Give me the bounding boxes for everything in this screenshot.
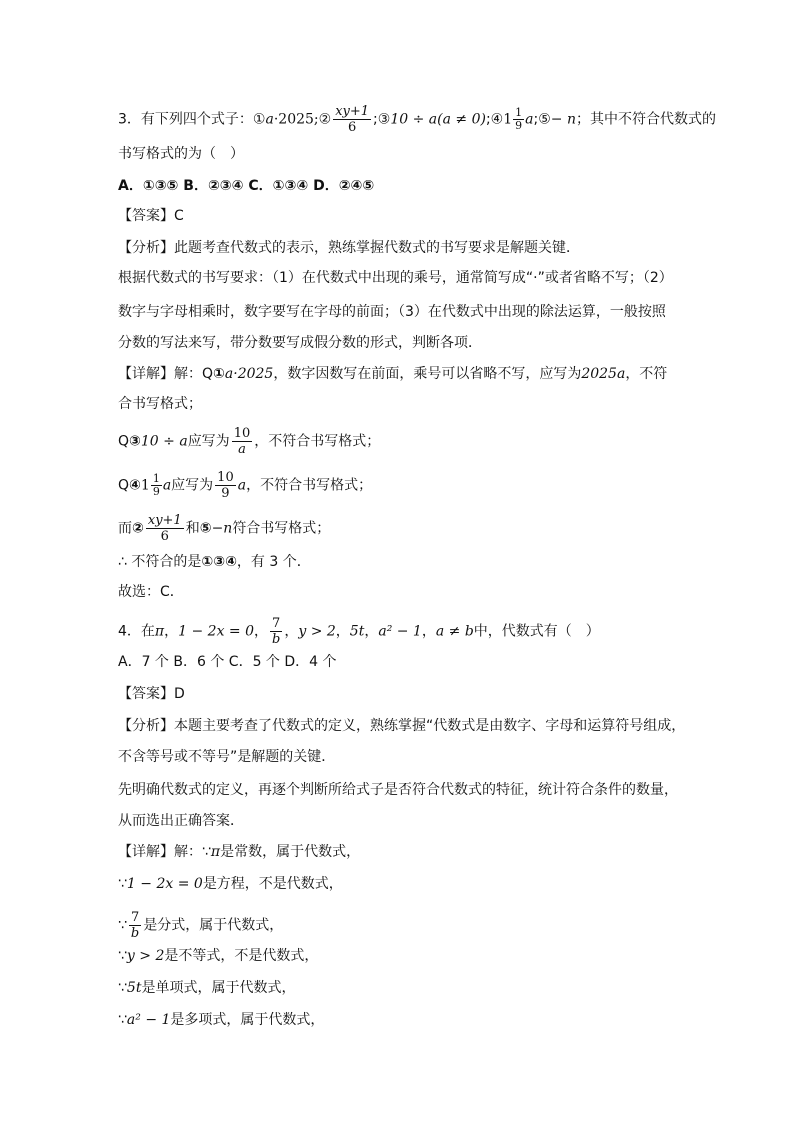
q4-detail-l1-b: 是常数，属于代数式， xyxy=(220,844,361,860)
q3-options: A．①③⑤ B．②③④ C．①③④ D．②④⑤ xyxy=(118,178,375,194)
q4-detail-line6 xyxy=(118,1010,324,1030)
q4-detail-l3-denominator: b xyxy=(130,926,140,941)
q3-item5-expr: − n xyxy=(550,111,576,128)
q3-detail-l4-var: a xyxy=(162,477,172,494)
q4-detail-l2-b: 是方程，不是代数式， xyxy=(202,876,343,892)
q4-detail-l2-expr: 1 − 2x = 0 xyxy=(126,876,203,892)
q3-detail-l1-c: ，不符 xyxy=(625,366,668,382)
q3-analysis-line3: 数字与字母相乘时，数字要写在字母的前面；（3）在代数式中出现的除法运算，一般按照 xyxy=(118,304,666,320)
q4-detail-line3 xyxy=(118,910,283,941)
q3-detail-l3-q: Q xyxy=(118,433,130,450)
q3-detail-l5-index: ② xyxy=(132,520,144,537)
q3-item2-fraction xyxy=(333,104,371,135)
q3-item3-index: ③ xyxy=(377,111,391,128)
q3-detail-l5-end: 符合书写格式； xyxy=(232,520,331,537)
q4-analysis-line4: 从而选出正确答案． xyxy=(118,813,244,829)
q3-analysis-line1 xyxy=(118,238,580,258)
q3-detail-l4-fnum: 10 xyxy=(217,470,234,485)
q3-detail-line1 xyxy=(118,364,667,384)
q3-detail-l3-numerator: 10 xyxy=(233,426,251,441)
q4-detail-l4-expr: y > 2 xyxy=(126,948,165,964)
q4-detail-l5-expr: 5t xyxy=(126,980,142,996)
q4-eq1: 1 − 2x = 0 xyxy=(178,623,255,640)
q3-item4-numerator: 1 xyxy=(515,106,523,119)
q4-detail-line4 xyxy=(118,946,318,966)
q4-c3: ， xyxy=(284,623,299,640)
q3-detail-l4-whole: 1 xyxy=(140,477,150,494)
q4-fraction-numerator: 7 xyxy=(270,616,282,632)
q4-detail-l2-a: ∵ xyxy=(118,876,127,892)
q3-detail-l6-c: ，有 3 个． xyxy=(236,554,311,570)
q3-detail-l3-fraction xyxy=(232,426,253,457)
q3-analysis-line4: 分数的写法来写，带分数要写成假分数的形式，判断各项． xyxy=(118,335,482,351)
q4-detail-line5 xyxy=(118,978,295,998)
q3-answer-label: 【答案】 xyxy=(118,208,174,224)
q3-detail-l4-denominator: 9 xyxy=(152,485,160,498)
q4-c6: ， xyxy=(421,623,436,640)
q4-options: A．7 个 B．6 个 C．5 个 D．4 个 xyxy=(118,654,337,670)
q4-stem xyxy=(118,616,600,647)
q3-item5-index: ⑤ xyxy=(538,111,551,128)
q4-detail-l5-b: 是单项式，属于代数式， xyxy=(141,980,296,996)
q3-analysis-label: 【分析】 xyxy=(118,240,174,256)
q4-c2: ， xyxy=(254,623,269,640)
q3-number: 3． xyxy=(118,111,141,128)
q3-item2-denominator: 6 xyxy=(347,120,357,135)
q3-detail-l4-numerator: 1 xyxy=(152,472,160,485)
q4-detail-l5-a: ∵ xyxy=(118,980,127,996)
q3-item3-condition: (a ≠ 0) xyxy=(437,111,486,128)
q3-sep3: ; xyxy=(485,111,491,128)
q3-analysis-line2: 根据代数式的书写要求：（1）在代数式中出现的乘号，通常简写成“·”或者省略不写；（2） xyxy=(118,270,673,286)
q3-detail-l6-b: ①③④ xyxy=(201,554,237,570)
q3-detail-l3-index: ③ xyxy=(129,433,141,450)
q3-detail-l4-improper-fraction xyxy=(215,470,236,501)
q3-detail-l3-mid: 应写为 xyxy=(187,433,230,450)
q4-detail-l3-numerator: 7 xyxy=(129,910,141,926)
q3-detail-line7: 故选：C． xyxy=(118,584,184,600)
q4-detail-l4-b: 是不等式，不是代数式， xyxy=(164,948,319,964)
q4-not-equal: a ≠ b xyxy=(435,623,474,640)
q3-item2-numerator: xy+1 xyxy=(335,104,370,119)
q3-item4-denominator: 9 xyxy=(515,119,523,132)
q3-item1-index: ① xyxy=(252,111,266,128)
q4-answer-label: 【答案】 xyxy=(118,686,174,702)
q3-item4-var: a xyxy=(525,111,534,128)
q3-detail-l5-expr: −n xyxy=(211,520,233,537)
q4-analysis-line3: 先明确代数式的定义，再逐个判断所给式子是否符合代数式的特征，统计符合条件的数量， xyxy=(118,782,678,798)
q4-detail-l6-expr: a² − 1 xyxy=(126,1012,171,1028)
q3-detail-l5-a: 而 xyxy=(118,520,132,537)
q4-c4: ， xyxy=(335,623,350,640)
q3-detail-l5-and: 和 xyxy=(185,520,200,537)
q3-detail-l1-b: ，数字因数写在前面，乘号可以省略不写，应写为 xyxy=(273,366,582,382)
q4-detail-label: 【详解】 xyxy=(118,844,174,860)
q4-analysis-label: 【分析】 xyxy=(118,718,174,734)
q3-item4-index: ④ xyxy=(490,111,504,128)
q3-detail-l5-numerator: xy+1 xyxy=(147,513,182,528)
q3-item3-expr: 10 ÷ a xyxy=(390,111,438,128)
q4-detail-l6-b: 是多项式，属于代数式， xyxy=(170,1012,325,1028)
q4-detail-l6-a: ∵ xyxy=(118,1012,127,1028)
q4-detail-line1 xyxy=(118,842,360,862)
q3-analysis-text1: 此题考查代数式的表示，熟练掌握代数式的书写要求是解题关键． xyxy=(174,240,580,256)
q4-detail-l1-pi: π xyxy=(210,844,221,860)
q4-c1: ， xyxy=(164,623,179,640)
q4-detail-l3-fraction xyxy=(129,910,141,941)
q3-answer xyxy=(118,206,184,226)
q3-detail-l1-expr2: 2025a xyxy=(581,366,626,382)
q3-sep2: ; xyxy=(373,111,378,128)
q4-analysis-text1: 本题主要考查了代数式的定义，熟练掌握“代数式是由数字、字母和运算符号组成， xyxy=(174,718,686,734)
q3-detail-line2: 合书写格式； xyxy=(118,396,202,412)
q3-detail-l1-expr: a·2025 xyxy=(224,366,274,382)
q4-inequality: y > 2 xyxy=(298,623,336,640)
q3-detail-line6 xyxy=(118,552,311,572)
q3-detail-l1-a: 解：Q xyxy=(174,366,214,382)
q3-item1-var: a xyxy=(265,111,274,128)
q4-detail-line2 xyxy=(118,874,343,894)
q4-fraction xyxy=(270,616,282,647)
q4-s1: 在 xyxy=(140,623,155,640)
q4-detail-l3-b: 是分式，属于代数式， xyxy=(143,917,284,934)
q3-detail-l3-expr: 10 ÷ a xyxy=(140,433,188,450)
q3-item1-rest: ·2025; xyxy=(273,111,319,128)
q3-detail-l3-end: ，不符合书写格式； xyxy=(254,433,381,450)
q4-monomial: 5t xyxy=(349,623,365,640)
q3-detail-l4-mid: 应写为 xyxy=(171,477,214,494)
q3-detail-l5-denominator: 6 xyxy=(160,529,169,544)
q3-answer-value: C xyxy=(174,208,184,224)
q4-detail-l3-a: ∵ xyxy=(118,917,127,934)
q3-detail-l1-index: ① xyxy=(213,366,225,382)
q3-item2-index: ② xyxy=(318,111,332,128)
q3-detail-line3 xyxy=(118,426,380,457)
q4-answer xyxy=(118,684,185,704)
q3-item4-whole: 1 xyxy=(503,111,513,128)
q4-polynomial: a² − 1 xyxy=(378,623,422,640)
q3-stem-line1 xyxy=(118,104,716,135)
q3-detail-line5 xyxy=(118,513,330,544)
q4-number: 4． xyxy=(118,623,141,640)
q3-detail-line4 xyxy=(118,470,372,501)
q3-detail-l4-fraction xyxy=(151,473,162,498)
q3-sep4: ; xyxy=(533,111,539,128)
q3-detail-l4-var2: a xyxy=(237,477,247,494)
q3-stem-suffix: ；其中不符合代数式的 xyxy=(575,111,716,128)
q3-detail-l5-index2: ⑤ xyxy=(199,520,212,537)
q4-answer-value: D xyxy=(174,686,185,702)
q3-detail-l4-q: Q xyxy=(118,477,130,494)
q3-stem-line2: 书写格式的为（ ） xyxy=(118,146,244,162)
q3-stem-prefix: 有下列四个式子： xyxy=(140,111,253,128)
q3-item4-mixed-number xyxy=(503,107,525,132)
q3-detail-l3-denominator: a xyxy=(238,442,246,457)
q3-detail-l6-a: ∴ 不符合的是 xyxy=(118,554,202,570)
q4-s2: 中，代数式有（ ） xyxy=(473,623,600,640)
q4-c5: ， xyxy=(364,623,379,640)
q3-detail-l5-fraction xyxy=(146,513,184,544)
q3-detail-l4-end: ，不符合书写格式； xyxy=(246,477,373,494)
q4-detail-l4-a: ∵ xyxy=(118,948,127,964)
q3-detail-l4-fden: 9 xyxy=(221,486,230,501)
q3-detail-l4-index: ④ xyxy=(129,477,141,494)
q4-detail-l1-a: 解：∵ xyxy=(174,844,211,860)
q3-detail-l4-mixed-number xyxy=(141,473,163,498)
q3-detail-label: 【详解】 xyxy=(118,366,174,382)
q3-item4-fraction xyxy=(513,107,524,132)
q4-analysis-line2: 不含等号或不等号”是解题的关键． xyxy=(118,749,336,765)
q4-pi: π xyxy=(154,623,165,640)
q4-analysis-line1 xyxy=(118,716,685,736)
q4-fraction-denominator: b xyxy=(272,632,281,647)
